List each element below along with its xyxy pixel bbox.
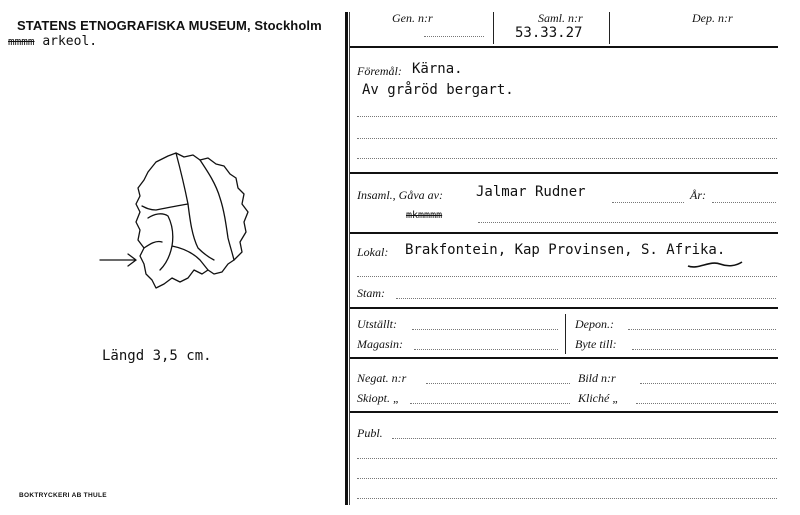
insaml-label: Insaml., Gåva av:: [357, 188, 443, 202]
ar-dots: [712, 202, 776, 203]
ar-label: År:: [690, 188, 706, 202]
foremal-line-2: Av gråröd bergart.: [362, 82, 514, 98]
utstallt-label: Utställt:: [357, 317, 398, 331]
lokal-value: Brakfontein, Kap Provinsen, S. Afrika.: [405, 242, 726, 258]
magasin-label: Magasin:: [357, 337, 403, 351]
skiopt-label: Skiopt. „: [357, 391, 400, 405]
header-sep-2: [609, 12, 610, 44]
depon-dots: [628, 329, 776, 330]
lokal-label: Lokal:: [357, 245, 389, 259]
artifact-scar-6: [142, 204, 188, 210]
stam-dots: [396, 298, 776, 299]
dep-nr-label: Dep. n:r: [692, 11, 733, 25]
department-struck: mmmm: [8, 35, 35, 48]
arrow-icon: [100, 254, 136, 266]
utstallt-sep: [565, 314, 566, 354]
left-panel: [0, 0, 345, 515]
publ-dots-2: [357, 458, 777, 459]
saml-nr-value: 53.33.27: [515, 25, 583, 41]
insaml-struck: mkmmmm: [406, 210, 443, 221]
gen-nr-line: [424, 36, 484, 37]
kliche-label: Kliché „: [578, 391, 619, 405]
negat-dots: [426, 383, 570, 384]
artifact-scar-4: [172, 246, 208, 270]
insaml-dots: [612, 202, 684, 203]
foremal-dots-3: [357, 158, 777, 159]
artifact-scar-5: [144, 241, 162, 248]
foremal-value: Kärna.: [412, 61, 463, 77]
lokal-underline-mark: [686, 258, 744, 270]
skiopt-dots: [410, 403, 570, 404]
insaml-value: Jalmar Rudner: [476, 184, 586, 200]
rule-insaml: [350, 232, 778, 234]
bild-label: Bild n:r: [578, 371, 616, 385]
foremal-label: Föremål:: [357, 64, 402, 78]
saml-nr-label: Saml. n:r: [538, 11, 583, 25]
publ-dots-1: [392, 438, 776, 439]
byte-label: Byte till:: [575, 337, 617, 351]
insaml-dots-2: [478, 222, 776, 223]
department-value: arkeol.: [42, 34, 98, 49]
artifact-scar-2: [200, 160, 234, 260]
byte-dots: [632, 349, 776, 350]
department: [8, 34, 97, 49]
stam-label: Stam:: [357, 286, 385, 300]
card-divider: [345, 12, 348, 505]
utstallt-dots: [412, 329, 558, 330]
bild-dots: [640, 383, 776, 384]
rule-header: [350, 46, 778, 48]
rule-stam: [350, 307, 778, 309]
publ-label: Publ.: [357, 426, 383, 440]
negat-label: Negat. n:r: [357, 371, 407, 385]
gen-nr-label: Gen. n:r: [392, 11, 433, 25]
magasin-dots: [414, 349, 558, 350]
foremal-dots-1: [357, 116, 777, 117]
rule-foremal: [350, 172, 778, 174]
rule-negat: [350, 411, 778, 413]
lokal-dots: [357, 276, 777, 277]
rule-magasin: [350, 357, 778, 359]
publ-dots-3: [357, 478, 777, 479]
museum-title: STATENS ETNOGRAFISKA MUSEUM, Stockholm: [17, 18, 322, 33]
artifact-outline: [136, 153, 248, 288]
length-text: Längd 3,5 cm.: [102, 348, 212, 364]
artifact-scar-1: [176, 153, 214, 260]
foremal-dots-2: [357, 138, 777, 139]
kliche-dots: [636, 403, 776, 404]
card-divider-thin: [349, 12, 350, 505]
depon-label: Depon.:: [575, 317, 614, 331]
artifact-drawing: [96, 148, 266, 298]
printer-imprint: BOKTRYCKERI AB THULE: [19, 492, 107, 499]
publ-dots-4: [357, 498, 777, 499]
header-sep-1: [493, 12, 494, 44]
